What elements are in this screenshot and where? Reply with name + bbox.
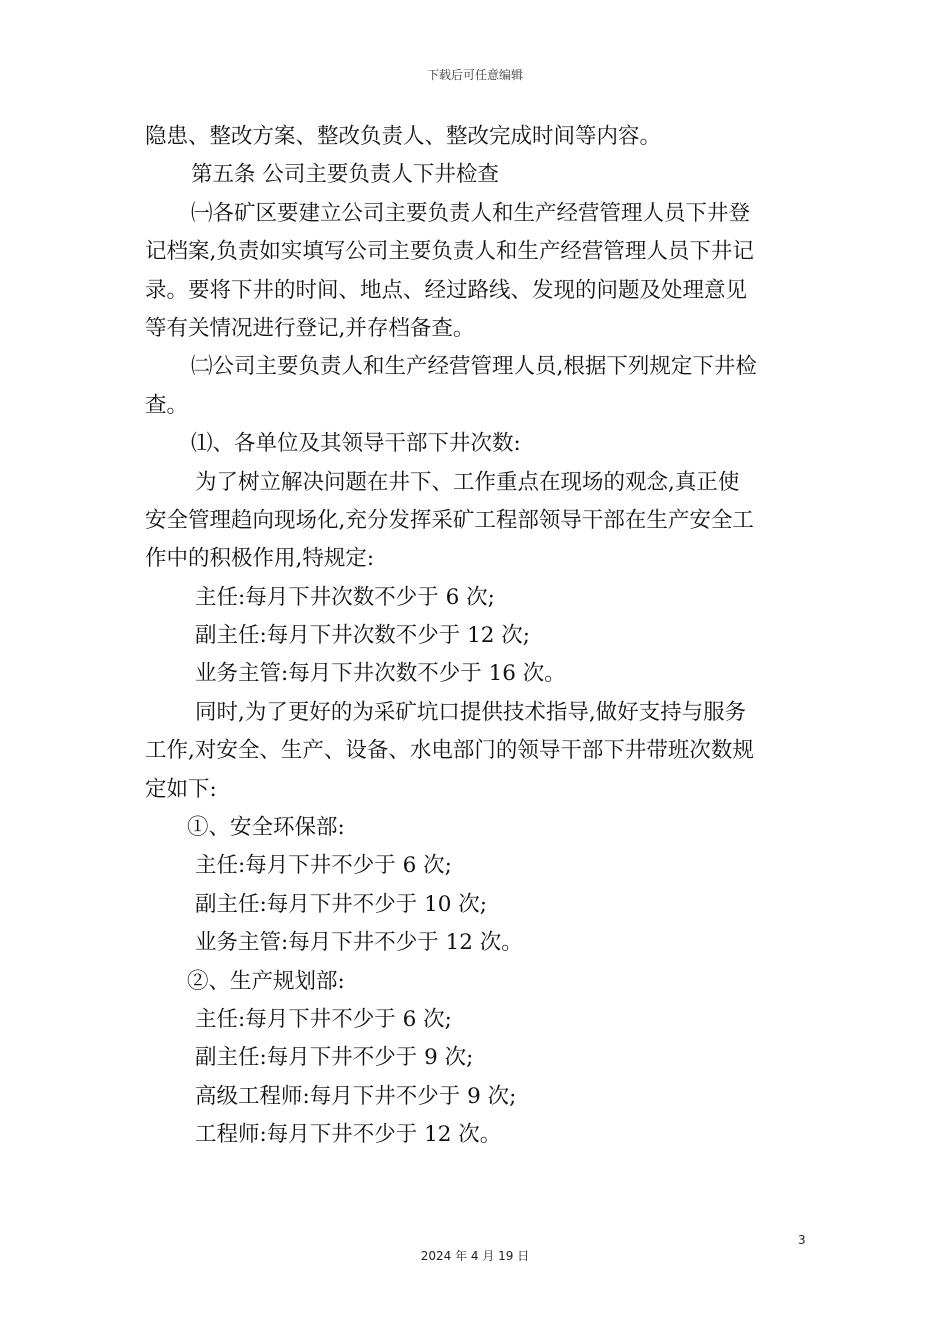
- article-heading: 第五条 公司主要负责人下井检查: [191, 162, 499, 188]
- list-item: 主任:每月下井不少于 6 次;: [195, 853, 452, 879]
- subheading: ②、生产规划部:: [187, 968, 345, 994]
- subheading: ⑴、各单位及其领导干部下井次数:: [191, 431, 521, 457]
- body-line: 为了树立解决问题在井下、工作重点在现场的观念,真正使: [195, 469, 740, 495]
- list-item: 主任:每月下井次数不少于 6 次;: [195, 584, 495, 610]
- body-line: 查。: [145, 392, 189, 418]
- list-item: 副主任:每月下井不少于 10 次;: [195, 891, 488, 917]
- body-line: 工作,对安全、生产、设备、水电部门的领导干部下井带班次数规: [145, 738, 754, 764]
- body-line: 作中的积极作用,特规定:: [145, 546, 375, 572]
- list-item: 业务主管:每月下井次数不少于 16 次。: [195, 661, 566, 687]
- body-line: ㈠各矿区要建立公司主要负责人和生产经营管理人员下井登: [191, 200, 751, 226]
- subheading: ①、安全环保部:: [187, 815, 345, 841]
- body-line: 隐患、整改方案、整改负责人、整改完成时间等内容。: [145, 124, 662, 149]
- body-line: ㈡公司主要负责人和生产经营管理人员,根据下列规定下井检: [191, 354, 757, 380]
- body-line: 记档案,负责如实填写公司主要负责人和生产经营管理人员下井记: [145, 239, 754, 265]
- page-header: 下载后可任意编辑: [426, 68, 523, 82]
- list-item: 业务主管:每月下井不少于 12 次。: [195, 930, 523, 956]
- list-item: 高级工程师:每月下井不少于 9 次;: [195, 1083, 517, 1109]
- document-body: [145, 118, 807, 1155]
- list-item: 主任:每月下井不少于 6 次;: [195, 1006, 452, 1032]
- body-line: 录。要将下井的时间、地点、经过路线、发现的问题及处理意见: [145, 277, 748, 303]
- body-line: 同时,为了更好的为采矿坑口提供技术指导,做好支持与服务: [195, 699, 747, 725]
- list-item: 副主任:每月下井不少于 9 次;: [195, 1045, 474, 1071]
- footer-date: 2024 年 4 月 19 日: [420, 1249, 530, 1263]
- body-line: 定如下:: [145, 776, 217, 802]
- body-line: 安全管理趋向现场化,充分发挥采矿工程部领导干部在生产安全工: [145, 507, 754, 533]
- page-number: 3: [798, 1233, 806, 1247]
- list-item: 工程师:每月下井不少于 12 次。: [195, 1122, 502, 1148]
- list-item: 副主任:每月下井次数不少于 12 次;: [195, 623, 531, 649]
- body-line: 等有关情况进行登记,并存档备查。: [145, 315, 475, 341]
